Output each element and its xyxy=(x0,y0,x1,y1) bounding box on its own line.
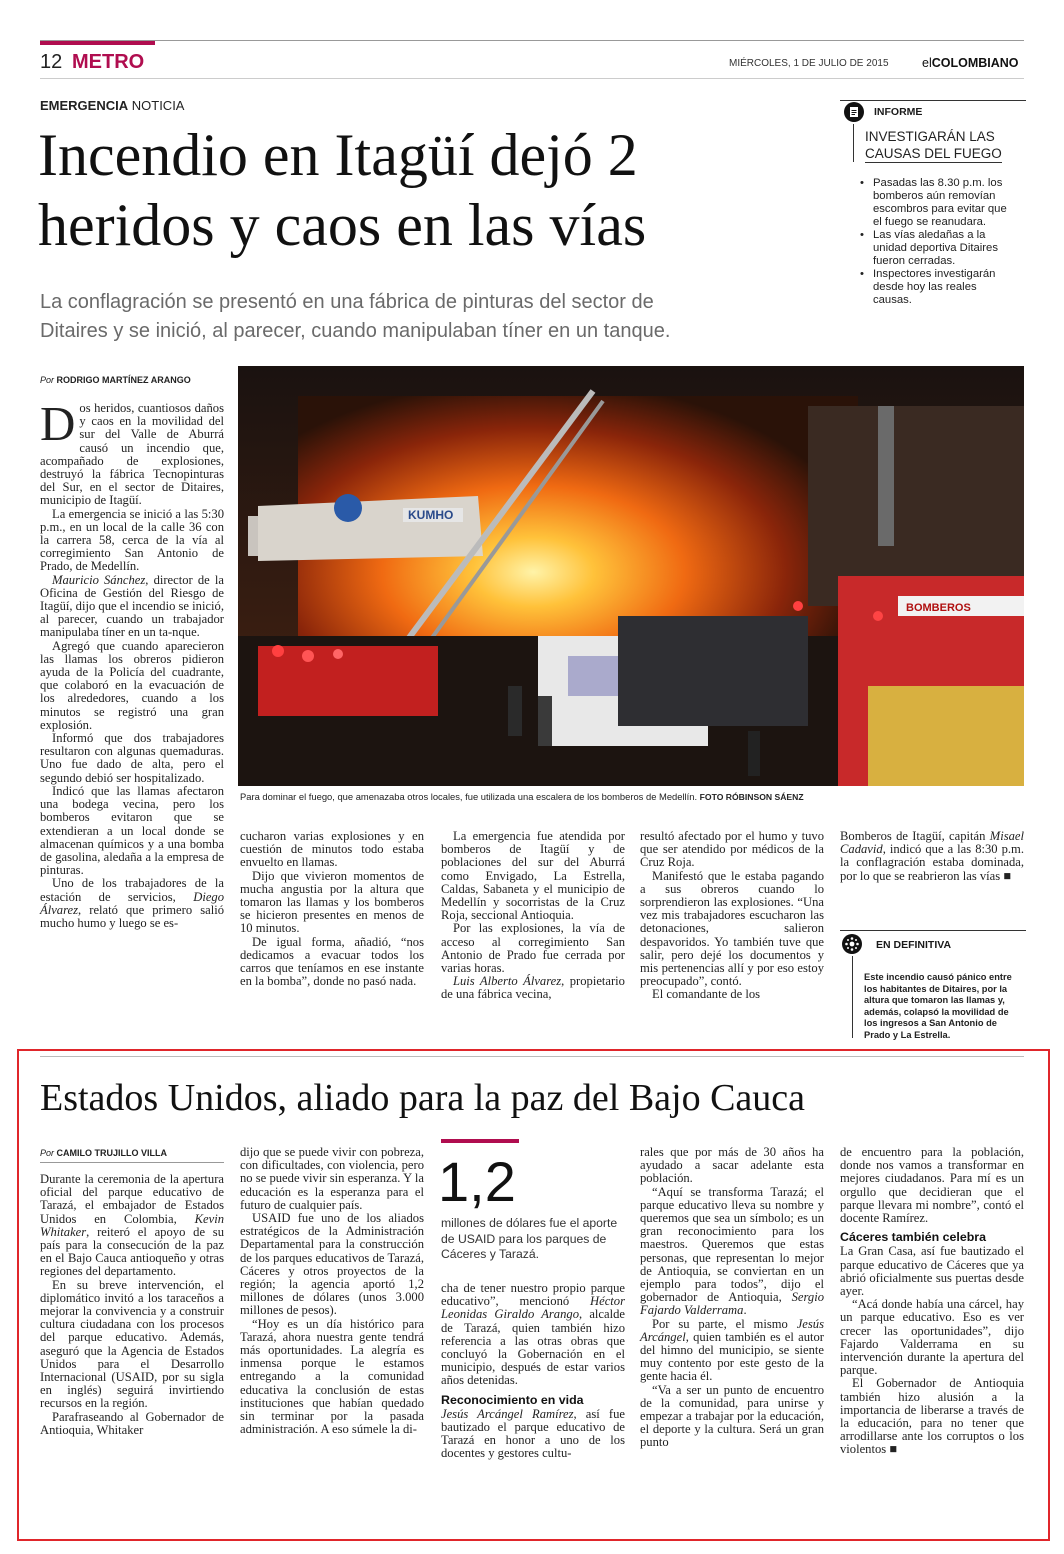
second-column-4: rales que por más de 30 años ha ayudado a sacar adelante esta población. “Aquí se transforma Tarazá; el parque educativo lleva su nombre y queremos que sea un símbolo; es un gran reconocimiento para los maestros. Queremos que estas personas, que representan lo mejor de Antioquia, se conviertan en un ejemplo para todos”, dijo el gobernador de Antioquia, Sergio Fajardo Valderrama. Por su parte, el mismo Jesús Arcángel, quien también es el autor del himno del municipio, se siente muy contento por este gesto de la gente hacia él. “Va a ser un punto de encuentro de la comunidad, para unirse y empezar a trabajar por la educación, el deporte y la cultura. Será un gran punto xyxy=(640,1145,824,1450)
informe-bullets xyxy=(860,177,1010,307)
subhead-caceres: Cáceres también celebra xyxy=(840,1230,987,1245)
second-column-3 xyxy=(441,1282,625,1461)
definitiva-vertical-rule xyxy=(852,956,853,1038)
paragraph: La emergencia se inició a las 5:30 p.m., en un local de la calle 36 con la carrera 58, cerca de la vía al corregimiento San Antonio de Prado, de Medellín. xyxy=(40,506,224,574)
paragraph: Agregó que cuando aparecieron las llamas los obreros pidieron ayuda de la Policía del cuadrante, que colaboró en la evacuación de los alrededores, cuando a los minutos se registró una gran explosión. xyxy=(40,638,224,732)
person-name: Misael Cadavid xyxy=(840,829,1024,857)
paragraph: , relató que primero salió mucho humo y luego se es- xyxy=(40,902,224,930)
paragraph: Por su parte, el mismo xyxy=(652,1316,797,1331)
paragraph: , quien también es el autor del himno del municipio, se siente muy contento por este gesto de la gente hacia él. xyxy=(640,1329,824,1384)
kicker xyxy=(40,98,184,113)
paragraph: , indicó que a las 8:30 p.m. la conflagración estaba dominada, por lo que se reabrieron las vías xyxy=(840,842,1024,883)
informe-bullet: • Las vías aledañas a la unidad deportiva Ditaires fueron cerradas. xyxy=(860,229,1010,268)
paragraph: Bomberos de Itagüí, capitán xyxy=(840,829,990,843)
paragraph: “Hoy es un día histórico para Tarazá, ahora nuestra gente tendrá más oportunidades. La alegría es inmensa porque le estamos entregando a la comunidad educativa la conclusión de estas instituciones que habían quedado sin terminar por la pasada administración. A eso súmele la di- xyxy=(240,1316,424,1437)
deck-line-2: Ditaires y se inició, al parecer, cuando manipulaban tíner en un tanque. xyxy=(40,320,671,342)
person-name: Diego Álvarez xyxy=(40,889,224,917)
end-mark: ■ xyxy=(1003,868,1011,883)
paragraph: , director de la Oficina de Gestión del Riesgo de Itagüí, dijo que el incendio se inició, al parecer, cuando un trabajador manipulaba tíner en un ta-nque. xyxy=(40,572,224,640)
main-column-5 xyxy=(840,830,1024,883)
second-headline: Estados Unidos, aliado para la paz del Bajo Cauca xyxy=(40,1077,806,1119)
section-name: METRO xyxy=(72,51,145,73)
main-byline xyxy=(40,375,191,385)
paragraph: rales que por más de 30 años ha ayudado a sacar adelante esta población. xyxy=(640,1145,824,1186)
byline-rule xyxy=(40,1162,224,1163)
paragraph: De igual forma, añadió, “nos dedicamos a evacuar todos los carros que teníamos en ese instante en la bomba”, donde no pasó nada. xyxy=(240,934,424,989)
paragraph: Uno de los trabajadores de la estación de servicios, xyxy=(40,876,224,904)
paragraph: Indicó que las llamas afectaron una bodega vecina, pero los bomberos evitaron que se extendieran a un local donde se almacenan químicos y a una bomba de gasolina, aledaña a la empresa de pinturas. xyxy=(40,783,224,878)
paragraph: de encuentro para la población, donde nos vamos a transformar en mejores ciudadanos. Para mí es un orgullo que decidieran que el parque llevara mi nombre”, contó el docente Ramírez. xyxy=(840,1145,1024,1226)
informe-label: INFORME xyxy=(874,106,923,118)
second-column-1 xyxy=(40,1173,224,1437)
paragraph: La Gran Casa, así fue bautizado el parque educativo de Cáceres que ya abrió oficialmente sus puertas desde ayer. xyxy=(840,1244,1024,1299)
paragraph: , alcalde de Tarazá, quien también hizo referencia a las otras obras que concluyó la Gobernación en el municipio, después de estar varios años detenidas. xyxy=(441,1307,625,1388)
person-name: Héctor Leonidas Giraldo Arango xyxy=(441,1294,625,1322)
paragraph: , reiteró el apoyo de su país para la consecución de la paz en el Bajo Cauca antioqueño y otras regiones del departamento. xyxy=(40,1224,224,1279)
person-name: Kevin Whitaker xyxy=(40,1211,224,1239)
kumho-sign: KUMHO xyxy=(408,508,454,522)
informe-title-line-1: INVESTIGARÁN LAS xyxy=(865,129,995,144)
paragraph: Dijo que vivieron momentos de mucha angustia por la altura que tomaron las llamas y los bomberos se hicieron presentes en menos de 10 minutos. xyxy=(240,868,424,936)
deck xyxy=(40,288,670,346)
paragraph: Informó que dos trabajadores resultaron con algunas quemaduras. Uno fue dado de alta, pero el segundo debió ser hospitalizado. xyxy=(40,731,224,785)
deck-line-1: La conflagración se presentó en una fábrica de pinturas del sector de xyxy=(40,291,654,313)
second-byline xyxy=(40,1148,167,1158)
paragraph: En su breve intervención, el diplomático invitó a los taraceños a mejorar la convivencia y a construir cultura ciudadana con los procesos del parque educativo. Además, aseguró que la Agencia de Estados Unidos para el Desarrollo Internacional (USAID, por su sigla en inglés) seguirá invirtiendo recursos en la región. xyxy=(40,1277,224,1411)
byline-por: Por xyxy=(40,1148,55,1158)
paragraph: dijo que se puede vivir con pobreza, con dificultades, con violencia, pero no se puede vivir sin esperanza. Y la educación es la esperanza para el futuro de cualquier país. xyxy=(240,1145,424,1212)
definitiva-label: EN DEFINITIVA xyxy=(876,939,952,951)
paragraph: La emergencia fue atendida por bomberos de Itagüí y de poblaciones del sur del Aburrá como Envigado, La Estrella, Caldas, Sabaneta y el municipio de Medellín y socorristas de la Cruz Roja, seccional Antioquia. xyxy=(441,829,625,923)
paragraph: El Gobernador de Antioquia también hizo alusión a la importancia de liberarse a través de la educación, para no tener que arrodillarse ante los corruptos o los violentos xyxy=(840,1376,1024,1457)
burst-icon xyxy=(842,934,862,954)
paragraph: Parafraseando al Gobernador de Antioquia, Whitaker xyxy=(40,1409,224,1437)
main-column-3 xyxy=(441,830,625,1002)
fire-photo-illustration xyxy=(238,366,1024,786)
paragraph: Manifestó que le estaba pagando a sus obreros cuando lo sorprendieron las explosiones. “Una vez mis trabajadores escucharon las detonaciones, salieron despavoridos. Yo también tuve que salir, pero dejé los documentos y mis pertenencias allí y por eso estoy preocupado”, contó. xyxy=(640,868,824,989)
header-rule xyxy=(40,78,1024,79)
main-column-1 xyxy=(40,396,224,930)
paragraph: cha de tener nuestro propio parque educativo”, mencionó xyxy=(441,1281,625,1309)
byline-author: CAMILO TRUJILLO VILLA xyxy=(56,1148,168,1158)
dropcap: D xyxy=(40,396,76,451)
photo-credit: FOTO RÓBINSON SÁENZ xyxy=(699,792,804,802)
paragraph: resultó afectado por el humo y tuvo que ser atendido por médicos de la Cruz Roja. xyxy=(640,829,824,870)
brand-logo xyxy=(922,56,1019,70)
byline-por: Por xyxy=(40,375,55,385)
paragraph: “Aquí se transforma Tarazá; el parque educativo lleva su nombre y queremos que sea un símbolo; es un gran reconocimiento para los maestros. Queremos que estas personas, que representan lo mejor de Antioquia, se conviertan en un ejemplo para todos”, dijo el gobernador de Antioquia, xyxy=(640,1184,824,1305)
second-story-top-rule xyxy=(40,1056,1024,1057)
second-column-5 xyxy=(840,1146,1024,1457)
person-name: Jesús Arcángel Ramírez xyxy=(441,1406,574,1421)
informe-title xyxy=(865,128,1002,163)
informe-top-rule xyxy=(840,100,1026,101)
paragraph: “Acá donde había una cárcel, hay un parque educativo. Eso es ver crecer las oportunidades”, dijo Fajardo Valderrama en su intervención durante la apertura del parque. xyxy=(840,1297,1024,1378)
page-number: 12 xyxy=(40,51,63,73)
end-mark: ■ xyxy=(889,1442,897,1457)
person-name: Mauricio Sánchez xyxy=(52,572,146,587)
kicker-strong: EMERGENCIA xyxy=(40,98,129,113)
paragraph: cucharon varias explosiones y en cuestión de minutos todo estaba envuelto en llamas. xyxy=(240,829,424,870)
paragraph: USAID fue uno de los aliados estratégicos de la Administración Departamental para la construcción de los parques educativos de Tarazá, Cáceres y otros proyectos de la región; la agencia aportó 1,2 millones de dólares (unos 3.000 millones de pesos). xyxy=(240,1211,424,1318)
paragraph: “Va a ser un punto de encuentro de la comunidad, para unirse y empezar a trabajar por la educación, el deporte y la cultura. Será un gran punto xyxy=(640,1382,824,1450)
bomberos-sign: BOMBEROS xyxy=(906,602,971,614)
definitiva-text: Este incendio causó pánico entre los habitantes de Ditaires, por la altura que tomaron las llamas y, además, colapsó la movilidad de los ingresos a San Antonio de Prado y La Estrella. xyxy=(864,972,1012,1040)
paragraph: os heridos, cuantiosos daños y caos en la movilidad del sur del Valle de Aburrá causó un incendio que, acompañado de explosiones, destruyó la fábrica Tecnopinturas del Sur, en el sector de Ditaires, municipio de Itagüí. xyxy=(40,401,224,508)
informe-bullet: • Pasadas las 8.30 p.m. los bomberos aún removían escombros para evitar que el fuego se reanudara. xyxy=(860,177,1010,229)
paragraph: El comandante de los xyxy=(652,987,761,1002)
byline-author: RODRIGO MARTÍNEZ ARANGO xyxy=(56,375,191,385)
second-column-2 xyxy=(240,1146,424,1436)
main-column-4 xyxy=(640,830,824,1002)
paragraph: , propietario de una fábrica vecina, xyxy=(441,974,625,1002)
brand-name: COLOMBIANO xyxy=(931,56,1019,70)
main-headline xyxy=(38,120,646,260)
stat-text: millones de dólares fue el aporte de USAID para los parques de Cáceres y Tarazá. xyxy=(441,1216,618,1261)
caption-text: Para dominar el fuego, que amenazaba otros locales, fue utilizada una escalera de los bomberos de Medellín. xyxy=(240,791,698,802)
page-date: MIÉRCOLES, 1 DE JULIO DE 2015 xyxy=(729,58,889,69)
stat-number: 1,2 xyxy=(438,1150,516,1213)
informe-vertical-rule xyxy=(853,124,854,162)
person-name: Jesús Arcángel xyxy=(640,1316,824,1344)
person-name: Sergio Fajardo Valderrama xyxy=(640,1290,824,1318)
informe-title-line-2: CAUSAS DEL FUEGO xyxy=(865,146,1002,161)
paragraph: Por las explosiones, la vía de acceso al corregimiento San Antonio de Prado fue cerrada por varias horas. xyxy=(441,921,625,976)
fire-photo xyxy=(238,366,1024,786)
headline-line-1: Incendio en Itagüí dejó 2 xyxy=(38,122,638,188)
person-name: Luis Alberto Álvarez xyxy=(453,974,562,989)
top-rule xyxy=(40,40,1024,41)
headline-line-2: heridos y caos en las vías xyxy=(38,192,647,258)
informe-bullet: • Inspectores investigarán desde hoy las reales causas. xyxy=(860,268,1010,307)
stat-accent-bar xyxy=(441,1139,519,1143)
definitiva-box xyxy=(840,930,1026,1042)
paragraph: Durante la ceremonia de la apertura oficial del parque educativo de Tarazá, el embajador de Estados Unidos en Colombia, xyxy=(40,1172,224,1226)
photo-caption xyxy=(240,791,1026,802)
brand-prefix: el xyxy=(922,56,932,70)
document-icon xyxy=(844,102,864,122)
main-column-2 xyxy=(240,830,424,988)
definitiva-top-rule xyxy=(840,930,1026,931)
paragraph: , así fue bautizado el parque educativo de Tarazá en honor a uno de los docentes y gestores cultu- xyxy=(441,1406,625,1461)
subhead-reconocimiento: Reconocimiento en vida xyxy=(441,1392,584,1407)
informe-box xyxy=(840,100,1026,346)
kicker-light: NOTICIA xyxy=(131,98,185,113)
